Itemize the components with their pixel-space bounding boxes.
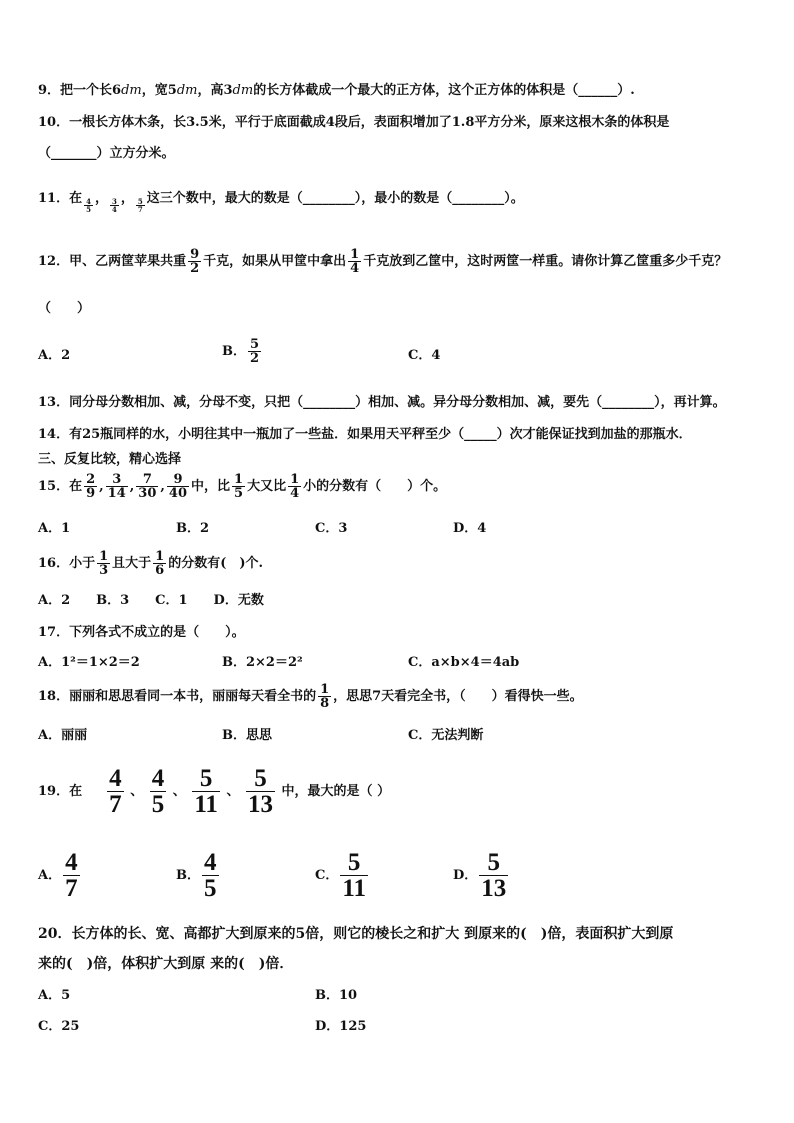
fraction <box>84 198 93 213</box>
denominator: 14 <box>107 486 126 501</box>
fraction <box>153 550 166 577</box>
q18-option-a[interactable]: A．丽丽 <box>38 728 88 743</box>
fraction <box>150 766 167 817</box>
numerator: 3 <box>112 472 122 487</box>
text-segment: 的长方体截成一个最大的正方体，这个正方体的体积是（______）. <box>253 83 635 98</box>
numerator: 4 <box>86 197 91 206</box>
text-segment: 12．甲、乙两筐苹果共重 <box>38 254 187 269</box>
text-segment: ，思思7天看完全书，（ ）看得快一些。 <box>333 689 583 704</box>
denominator: 4 <box>350 261 360 276</box>
question-17: 17．下列各式不成立的是（ ）。 <box>38 625 245 640</box>
numerator: 4 <box>65 849 78 876</box>
denominator: 7 <box>65 875 78 902</box>
text-segment: , <box>129 479 135 494</box>
numerator: 9 <box>190 247 200 262</box>
question-13: 13．同分母分数相加、减，分母不变，只把（________）相加、减。异分母分数相加、减，要先（________），再计算。 <box>38 395 726 410</box>
numerator: 5 <box>347 849 361 876</box>
numerator: 1 <box>234 472 244 487</box>
fraction <box>288 473 301 500</box>
question-15 <box>38 473 446 500</box>
numerator: 5 <box>137 197 143 206</box>
fraction <box>107 766 124 817</box>
q19-option-a[interactable] <box>38 846 82 906</box>
numerator: 5 <box>254 765 267 792</box>
text-segment: , <box>99 479 104 494</box>
q12-option-b[interactable] <box>222 338 263 365</box>
denominator: 4 <box>290 486 300 501</box>
numerator: 5 <box>199 765 213 792</box>
denominator: 30 <box>138 486 157 501</box>
option-label: D． <box>453 868 478 883</box>
fraction <box>479 850 508 901</box>
q15-option-c[interactable]: C．3 <box>315 521 348 536</box>
text-segment: 18．丽丽和思思看同一本书，丽丽每天看全书的 <box>38 689 317 704</box>
text-segment: 的分数有( )个. <box>168 556 264 571</box>
text-segment: , <box>160 479 165 494</box>
q20-option-c[interactable]: C．25 <box>38 1019 80 1034</box>
numerator: 1 <box>320 682 330 697</box>
text-segment: 11．在 <box>38 191 83 206</box>
question-9 <box>38 82 635 100</box>
denominator: 5 <box>234 486 244 501</box>
q20-option-b[interactable]: B．10 <box>315 988 358 1003</box>
option-label: B． <box>176 868 200 883</box>
text-segment: ， <box>94 191 108 206</box>
text-segment: 大又比 <box>247 479 287 494</box>
text-segment: 小的分数有（ ）个。 <box>303 479 447 494</box>
section-title: 三、反复比较，精心选择 <box>38 452 182 467</box>
q20-option-d[interactable]: D．125 <box>315 1019 367 1034</box>
q19-option-d[interactable] <box>453 846 510 906</box>
fraction <box>110 198 119 213</box>
option-label: B． <box>222 344 246 359</box>
text-segment: 15．在 <box>38 479 83 494</box>
denominator: 11 <box>194 791 218 818</box>
q15-option-d[interactable]: D．4 <box>453 521 487 536</box>
text-segment: 、 <box>172 784 186 799</box>
text-segment: 16．小于 <box>38 556 96 571</box>
numerator: 4 <box>151 765 165 792</box>
text-segment: 中，最大的是（ ） <box>281 784 391 799</box>
question-20-line2: 来的( )倍，体积扩大到原 来的( )倍． <box>38 956 294 972</box>
numerator: 3 <box>111 197 117 206</box>
option-label: C． <box>315 868 339 883</box>
numerator: 2 <box>86 472 96 487</box>
fraction <box>97 550 110 577</box>
fraction <box>192 766 220 817</box>
q19-option-b[interactable] <box>176 846 221 906</box>
question-14: 14．有25瓶同样的水，小明往其中一瓶加了一些盐．如果用天平秤至少（_____）次才能保证找到加盐的那瓶水． <box>38 427 692 442</box>
denominator: 13 <box>481 875 507 902</box>
numerator: 1 <box>99 549 109 564</box>
fraction <box>106 473 128 500</box>
question-10-line1: 10．一根长方体木条，长3.5米，平行于底面截成4段后，表面积增加了1.8平方分米，原来这根木条的体积是 <box>38 115 670 130</box>
text-segment: 这三个数中，最大的数是（________），最小的数是（________）。 <box>146 191 524 206</box>
question-18 <box>38 683 583 710</box>
q19-option-c[interactable] <box>315 846 370 906</box>
q16-options[interactable]: A．2 B．3 C．1 D．无数 <box>38 593 264 608</box>
text-segment: dm <box>176 83 198 98</box>
text-segment: 5 <box>167 83 177 98</box>
denominator: 9 <box>86 486 96 501</box>
q17-option-c[interactable]: C．a×b×4＝4ab <box>408 655 520 670</box>
question-12 <box>38 248 727 275</box>
q17-option-b[interactable]: B．2×2＝2² <box>222 655 303 670</box>
denominator: 40 <box>168 486 188 501</box>
numerator: 1 <box>350 247 360 262</box>
question-12-answer-paren: （ ） <box>38 301 91 316</box>
numerator: 4 <box>204 849 217 876</box>
q18-option-c[interactable]: C．无法判断 <box>408 728 484 743</box>
text-segment: 、 <box>130 784 144 799</box>
numerator: 5 <box>487 849 501 876</box>
denominator: 5 <box>151 791 165 818</box>
numerator: 9 <box>173 472 183 487</box>
numerator: 4 <box>109 765 122 792</box>
q20-option-a[interactable]: A．5 <box>38 988 71 1003</box>
text-segment: ，宽 <box>141 83 168 98</box>
q12-option-c[interactable]: C．4 <box>408 348 441 363</box>
fraction <box>136 198 145 213</box>
denominator: 5 <box>204 875 217 902</box>
fraction <box>246 766 275 817</box>
fraction <box>340 850 368 901</box>
text-segment: 19．在 <box>38 784 83 799</box>
denominator: 8 <box>320 696 330 711</box>
text-segment: 千克放到乙筐中，这时两筐一样重。请你计算乙筐重多少千克？ <box>363 254 728 269</box>
text-segment: dm <box>232 83 254 98</box>
fraction <box>232 473 245 500</box>
q15-option-a[interactable]: A．1 <box>38 521 71 536</box>
numerator: 5 <box>250 337 260 352</box>
question-10-line2: （_______）立方分米。 <box>38 146 175 161</box>
denominator: 2 <box>190 261 200 276</box>
fraction <box>167 473 189 500</box>
q17-option-a[interactable]: A．1²＝1×2＝2 <box>38 655 140 670</box>
text-segment: dm <box>121 83 142 98</box>
denominator: 5 <box>86 205 91 214</box>
question-19 <box>38 762 390 822</box>
fraction <box>348 248 361 275</box>
q12-option-a[interactable]: A．2 <box>38 348 71 363</box>
q15-option-b[interactable]: B．2 <box>176 521 210 536</box>
denominator: 3 <box>99 563 109 578</box>
text-segment: 、 <box>226 784 240 799</box>
question-20-line1: 20．长方体的长、宽、高都扩大到原来的5倍，则它的棱长之和扩大 到原来的( )倍，表面积扩大到原 <box>38 926 674 942</box>
denominator: 7 <box>137 205 143 214</box>
fraction <box>188 248 201 275</box>
denominator: 4 <box>111 205 117 214</box>
text-segment: 3 <box>223 83 233 98</box>
fraction <box>84 473 97 500</box>
text-segment: 千克，如果从甲筐中拿出 <box>203 254 347 269</box>
numerator: 7 <box>142 472 152 487</box>
question-11 <box>38 190 524 213</box>
denominator: 13 <box>248 791 274 818</box>
denominator: 7 <box>109 791 122 818</box>
denominator: 2 <box>250 351 260 366</box>
question-16 <box>38 550 263 577</box>
text-segment: 9．把一个长 <box>38 83 113 98</box>
q18-option-b[interactable]: B．思思 <box>222 728 272 743</box>
fraction <box>318 683 331 710</box>
text-segment: 且大于 <box>112 556 152 571</box>
text-segment: ， <box>120 191 134 206</box>
text-segment: 6 <box>112 83 122 98</box>
denominator: 11 <box>342 875 366 902</box>
fraction <box>63 850 80 901</box>
text-segment: 中，比 <box>191 479 231 494</box>
option-label: A． <box>38 868 62 883</box>
fraction <box>202 850 219 901</box>
fraction <box>248 338 261 365</box>
numerator: 1 <box>290 472 300 487</box>
denominator: 6 <box>155 563 165 578</box>
text-segment: ，高 <box>197 83 224 98</box>
fraction <box>136 473 158 500</box>
numerator: 1 <box>155 549 165 564</box>
